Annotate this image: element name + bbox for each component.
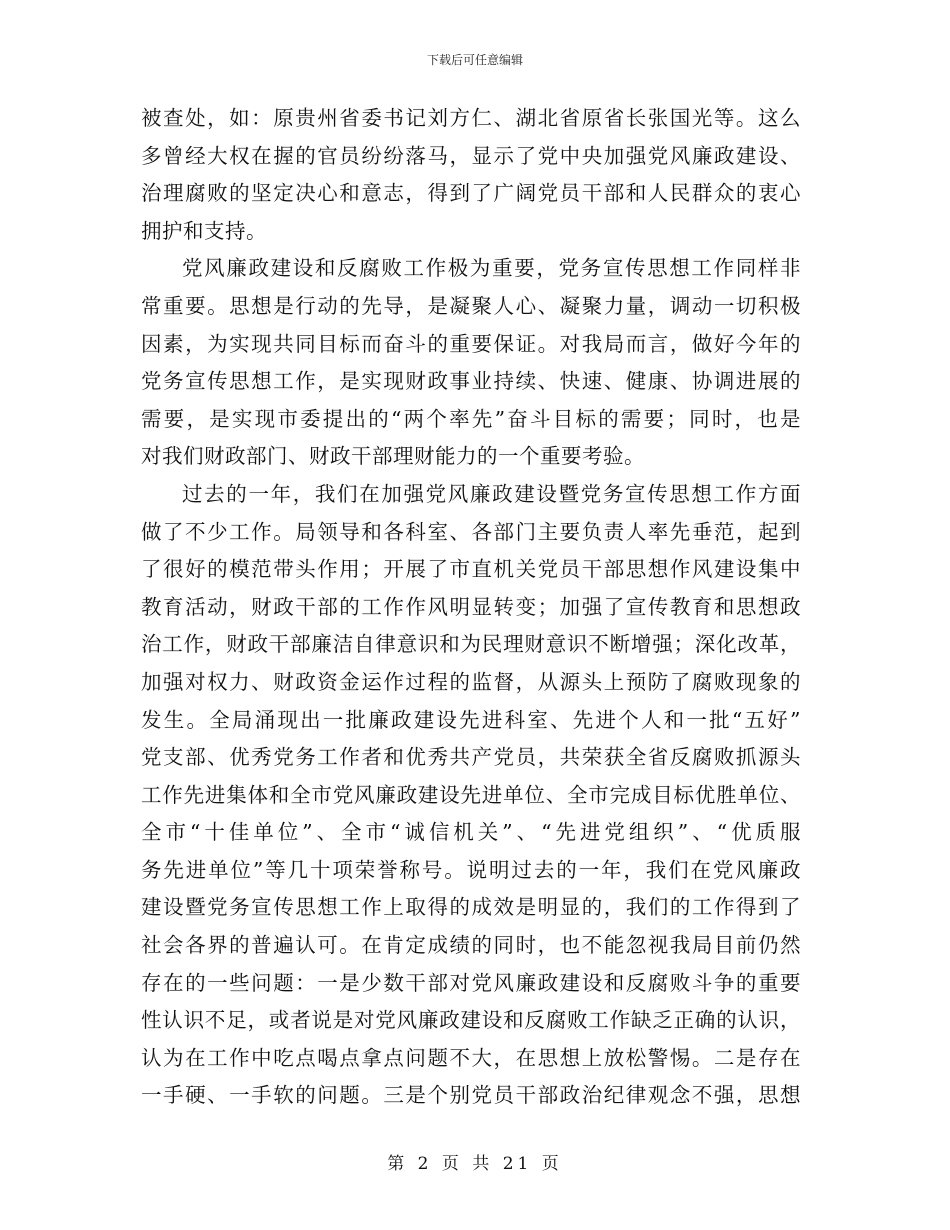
text-line: 需要，是实现市委提出的“两个率先”奋斗目标的需要；同时，也是	[141, 406, 801, 431]
text-line: 常重要。思想是行动的先导，是凝聚人心、凝聚力量，调动一切积极	[141, 293, 801, 318]
text-line: 治理腐败的坚定决心和意志，得到了广阔党员干部和人民群众的衷心	[141, 181, 801, 206]
text-line: 发生。全局涌现出一批廉政建设先进科室、先进个人和一批“五好”	[141, 707, 801, 732]
text-line: 做了不少工作。局领导和各科室、各部门主要负责人率先垂范，起到	[141, 519, 801, 544]
text-line: 被查处，如：原贵州省委书记刘方仁、湖北省原省长张国光等。这么	[141, 106, 801, 130]
text-line: 党支部、优秀党务工作者和优秀共产党员，共荣获全省反腐败抓源头	[141, 745, 801, 770]
text-line: 工作先进集体和全市党风廉政建设先进单位、全市完成目标优胜单位、	[141, 782, 801, 807]
text-line: 性认识不足，或者说是对党风廉政建设和反腐败工作缺乏正确的认识，	[141, 1008, 801, 1033]
text-line: 拥护和支持。	[141, 218, 267, 243]
text-line: 对我们财政部门、财政干部理财能力的一个重要考验。	[141, 444, 645, 469]
paragraph-1	[141, 100, 801, 250]
text-line: 因素，为实现共同目标而奋斗的重要保证。对我局而言，做好今年的	[141, 331, 801, 356]
text-line: 存在的一些问题：一是少数干部对党风廉政建设和反腐败斗争的重要	[141, 970, 801, 995]
text-line: 党风廉政建设和反腐败工作极为重要，党务宣传思想工作同样非	[182, 256, 801, 281]
paragraph-3	[141, 476, 801, 1115]
text-line: 务先进单位”等几十项荣誉称号。说明过去的一年，我们在党风廉政	[141, 857, 801, 882]
document-body	[141, 100, 801, 1115]
text-line: 党务宣传思想工作，是实现财政事业持续、快速、健康、协调进展的	[141, 369, 801, 394]
text-line: 多曾经大权在握的官员纷纷落马，显示了党中央加强党风廉政建设、	[141, 143, 801, 168]
text-line: 过去的一年，我们在加强党风廉政建设暨党务宣传思想工作方面	[182, 481, 801, 506]
text-line: 认为在工作中吃点喝点拿点问题不大，在思想上放松警惕。二是存在	[141, 1045, 801, 1070]
text-line: 一手硬、一手软的问题。三是个别党员干部政治纪律观念不强，思想	[141, 1083, 801, 1108]
page-header: 下载后可任意编辑	[426, 53, 523, 67]
text-line: 了很好的模范带头作用；开展了市直机关党员干部思想作风建设集中	[141, 557, 801, 582]
page-footer: 第 2 页 共 21 页	[387, 1154, 563, 1174]
text-line: 加强对权力、财政资金运作过程的监督，从源头上预防了腐败现象的	[141, 669, 801, 694]
text-line: 全市“十佳单位”、全市“诚信机关”、“先进党组织”、“优质服	[141, 820, 801, 845]
text-line: 社会各界的普遍认可。在肯定成绩的同时，也不能忽视我局目前仍然	[141, 933, 801, 958]
text-line: 治工作，财政干部廉洁自律意识和为民理财意识不断增强；深化改革，	[141, 632, 801, 657]
text-line: 教育活动，财政干部的工作作风明显转变；加强了宣传教育和思想政	[141, 594, 801, 619]
text-line: 建设暨党务宣传思想工作上取得的成效是明显的，我们的工作得到了	[141, 895, 801, 920]
paragraph-2	[141, 250, 801, 476]
